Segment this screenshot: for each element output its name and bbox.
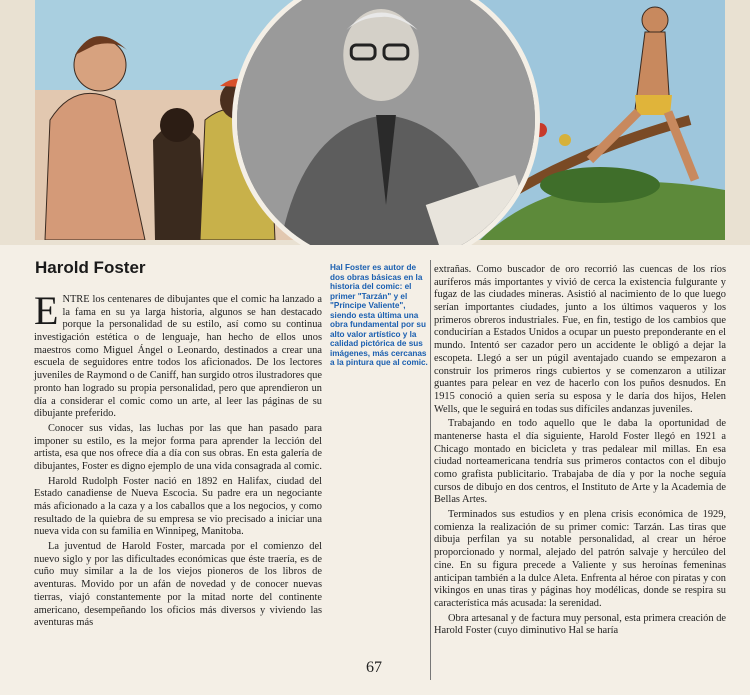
paragraph: Obra artesanal y de factura muy personal, esta primera creación de Harold Foster (cuyo diminutivo Hal se haría — [434, 612, 726, 637]
photo-caption: Hal Foster es autor de dos obras básicas en la historia del comic: el primer "Tarzán" y el "Príncipe Valiente", siendo esta última una obra fundamental por su alto valor artístico y la calidad pictórica de sus imágenes, más cercanas a la pintura que al comic. — [330, 263, 428, 368]
paragraph: Trabajando en todo aquello que le daba la oportunidad de mantenerse hasta el día siguiente, Harold Foster llegó en 1921 a Chicago montado en bicicleta y tras pedalear mil millas. En esa ciudad norteamericana tendría sus primeros contactos con el dibujo como grafista publicitario. Trabajaba de día y por la noche seguía cursos de dibujo en dos centros, el Instituto de Arte y la Academia de Bellas Artes. — [434, 418, 726, 506]
paragraph: La juventud de Harold Foster, marcada por el comienzo del nuevo siglo y por las dificultades económicas que éste traería, es de cuño muy similar a la de los viejos pioneros de los libros de aventuras. Movido por un afán de novedad y de conocer nuevas tierras, viajó constantemente por la mitad norte del continente americano, desempeñando los oficios más diversos y viviendo las aventuras más — [34, 541, 322, 629]
page-number: 67 — [366, 659, 382, 676]
page-title: Harold Foster — [35, 258, 146, 277]
paragraph: Terminados sus estudios y en plena crisis económica de 1929, comienza la realización de su primer comic: Tarzán. Las tiras que dibuja perfilan ya su notable personalidad, al crear un héroe proporcionado y normal, alejado del patrón salvaje y hercúleo del cine. En su figura precede a Valiente y sus heroínas femeninas anticipan también a la dulce Aleta. Enfrenta al héroe con piratas y con vikingos en unas tiras y páginas hoy modélicas, donde se respira su característica más acusada: la serenidad. — [434, 509, 726, 609]
paragraph: extrañas. Como buscador de oro recorrió las cuencas de los ríos auríferos más importantes y vivió de cerca la existencia fulgurante y fugaz de las ciudades mineras. Asistió al nacimiento de lo que luego serían importantes ciudades, junto a los últimos vaqueros y los primeros obreros industriales. Fue, en fin, testigo de los cambios que conducirían a Estados Unidos a ocupar un puesto preponderante en el mundo. Intentó ser cazador pero un accidente le obligó a dejar la escopeta. Llegó a ser un púgil aventajado cuando se empezaron a construir los primeros rings cubiertos y se comenzaron a utilizar guantes para pelear en vez de hacerlo con los puños desnudos. En 1915 conoció a quien sería su esposa y le daría dos hijos, Helen Wells, que le seguirá en todas sus difíciles andanzas juveniles. — [434, 264, 726, 415]
paragraph: Conocer sus vidas, las luchas por las que han pasado para imponer su estilo, es la mejor forma para aprender la lección del artista, esa que nos ofrece día a día con sus obras. En esta galería de dibujantes, Foster es digno ejemplo de una vida consagrada al comic. — [34, 422, 322, 472]
article-column-1 — [34, 288, 322, 632]
drop-cap: E — [34, 288, 59, 333]
article-column-2 — [434, 264, 726, 640]
paragraph-intro — [34, 288, 322, 421]
hero-illustration — [0, 0, 750, 245]
paragraph-intro-text: NTRE los centenares de dibujantes que el comic ha lanzado a la fama en su ya larga historia, algunos se han destacado porque la personalidad de su estilo, así como su continua investigación estética o de lenguaje, han hecho de ellos unos maestros como Miguel Ángel o Leonardo, destinados a crear una escuela de seguidores entre todos los aficionados. De los lectores juveniles de Raymond o de Caniff, han surgido otros ilustradores que pronto han logrado su propia personalidad, pero que aprendieron un día a considerar el comic como un arte, al leer las páginas de su dibujante preferido. — [34, 294, 322, 420]
column-divider — [430, 260, 431, 680]
harold-foster-portrait — [232, 0, 540, 245]
paragraph: Harold Rudolph Foster nació en 1892 en Halifax, ciudad del Estado canadiense de Nueva Escocia. Su padre era un negociante más aficionado a la caza y a los caballos que a los negocios, y como resultado de la quiebra de su empresa se vio precisado a iniciar una nueva vida con su familia en Winnipeg, Manitoba. — [34, 475, 322, 538]
